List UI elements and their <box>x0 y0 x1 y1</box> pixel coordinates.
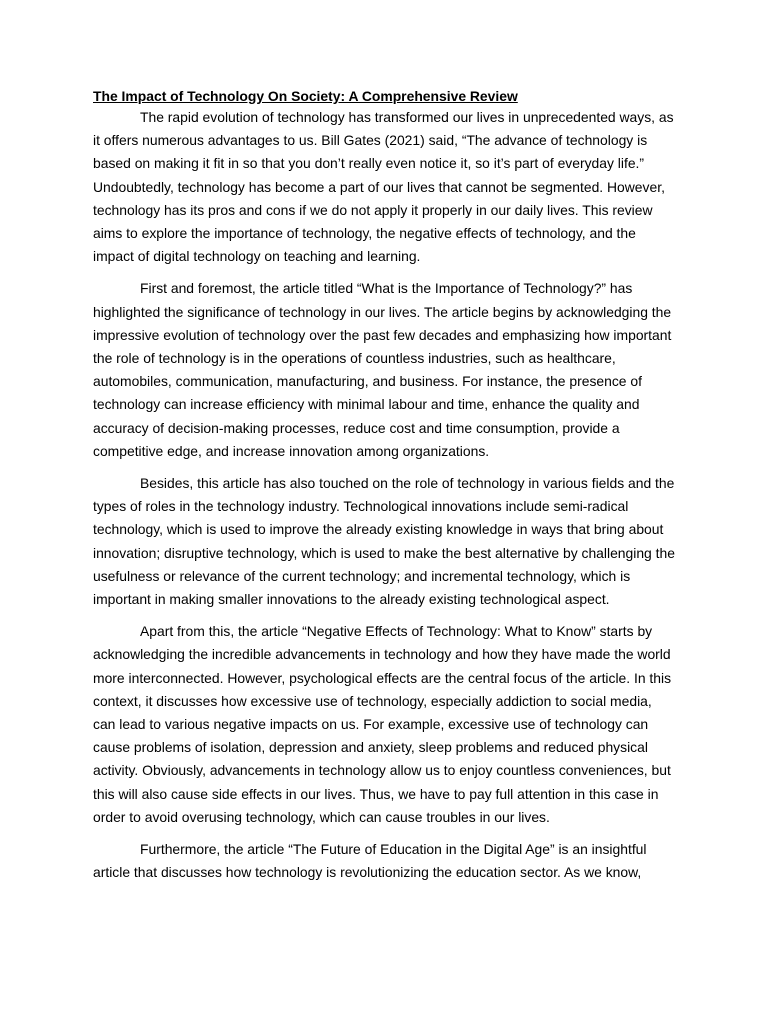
paragraph-1: The rapid evolution of technology has transformed our lives in unprecedented ways, as it offers numerous advantages to us. Bill Gates (2021) said, “The advance of technology is based on making it fit in so that you don’t really even notice it, so it’s part of everyday life.” Undoubtedly, technology has become a part of our lives that cannot be segmented. However, technology has its pros and cons if we do not apply it properly in our daily lives. This review aims to explore the importance of technology, the negative effects of technology, and the impact of digital technology on teaching and learning. <box>93 109 674 265</box>
paragraph-2: First and foremost, the article titled “What is the Importance of Technology?” has highlighted the significance of technology in our lives. The article begins by acknowledging the impressive evolution of technology over the past few decades and emphasizing how important the role of technology is in the operations of countless industries, such as healthcare, automobiles, communication, manufacturing, and business. For instance, the presence of technology can increase efficiency with minimal labour and time, enhance the quality and accuracy of decision-making processes, reduce cost and time consumption, provide a competitive edge, and increase innovation among organizations. <box>93 280 672 459</box>
paragraph-4: Apart from this, the article “Negative Effects of Technology: What to Know” starts by acknowledging the incredible advancements in technology and how they have made the world more interconnected. However, psychological effects are the central focus of the article. In this context, it discusses how excessive use of technology, especially addiction to social media, can lead to various negative impacts on us. For example, excessive use of technology can cause problems of isolation, depression and anxiety, sleep problems and reduced physical activity. Obviously, advancements in technology allow us to enjoy countless conveniences, but this will also cause side effects in our lives. Thus, we have to pay full attention in this case in order to avoid overusing technology, which can cause troubles in our lives. <box>93 623 672 825</box>
paragraph-5: Furthermore, the article “The Future of Education in the Digital Age” is an insightful article that discusses how technology is revolutionizing the education sector. As we know, <box>93 841 647 881</box>
document-title: The Impact of Technology On Society: A Comprehensive Review <box>93 88 518 104</box>
paragraph-3: Besides, this article has also touched on the role of technology in various fields and the types of roles in the technology industry. Technological innovations include semi-radical technology, which is used to improve the already existing knowledge in ways that bring about innovation; disruptive technology, which is used to make the best alternative by challenging the usefulness or relevance of the current technology; and incremental technology, which is important in making smaller innovations to the already existing technological aspect. <box>93 475 675 608</box>
document-body <box>93 86 677 894</box>
